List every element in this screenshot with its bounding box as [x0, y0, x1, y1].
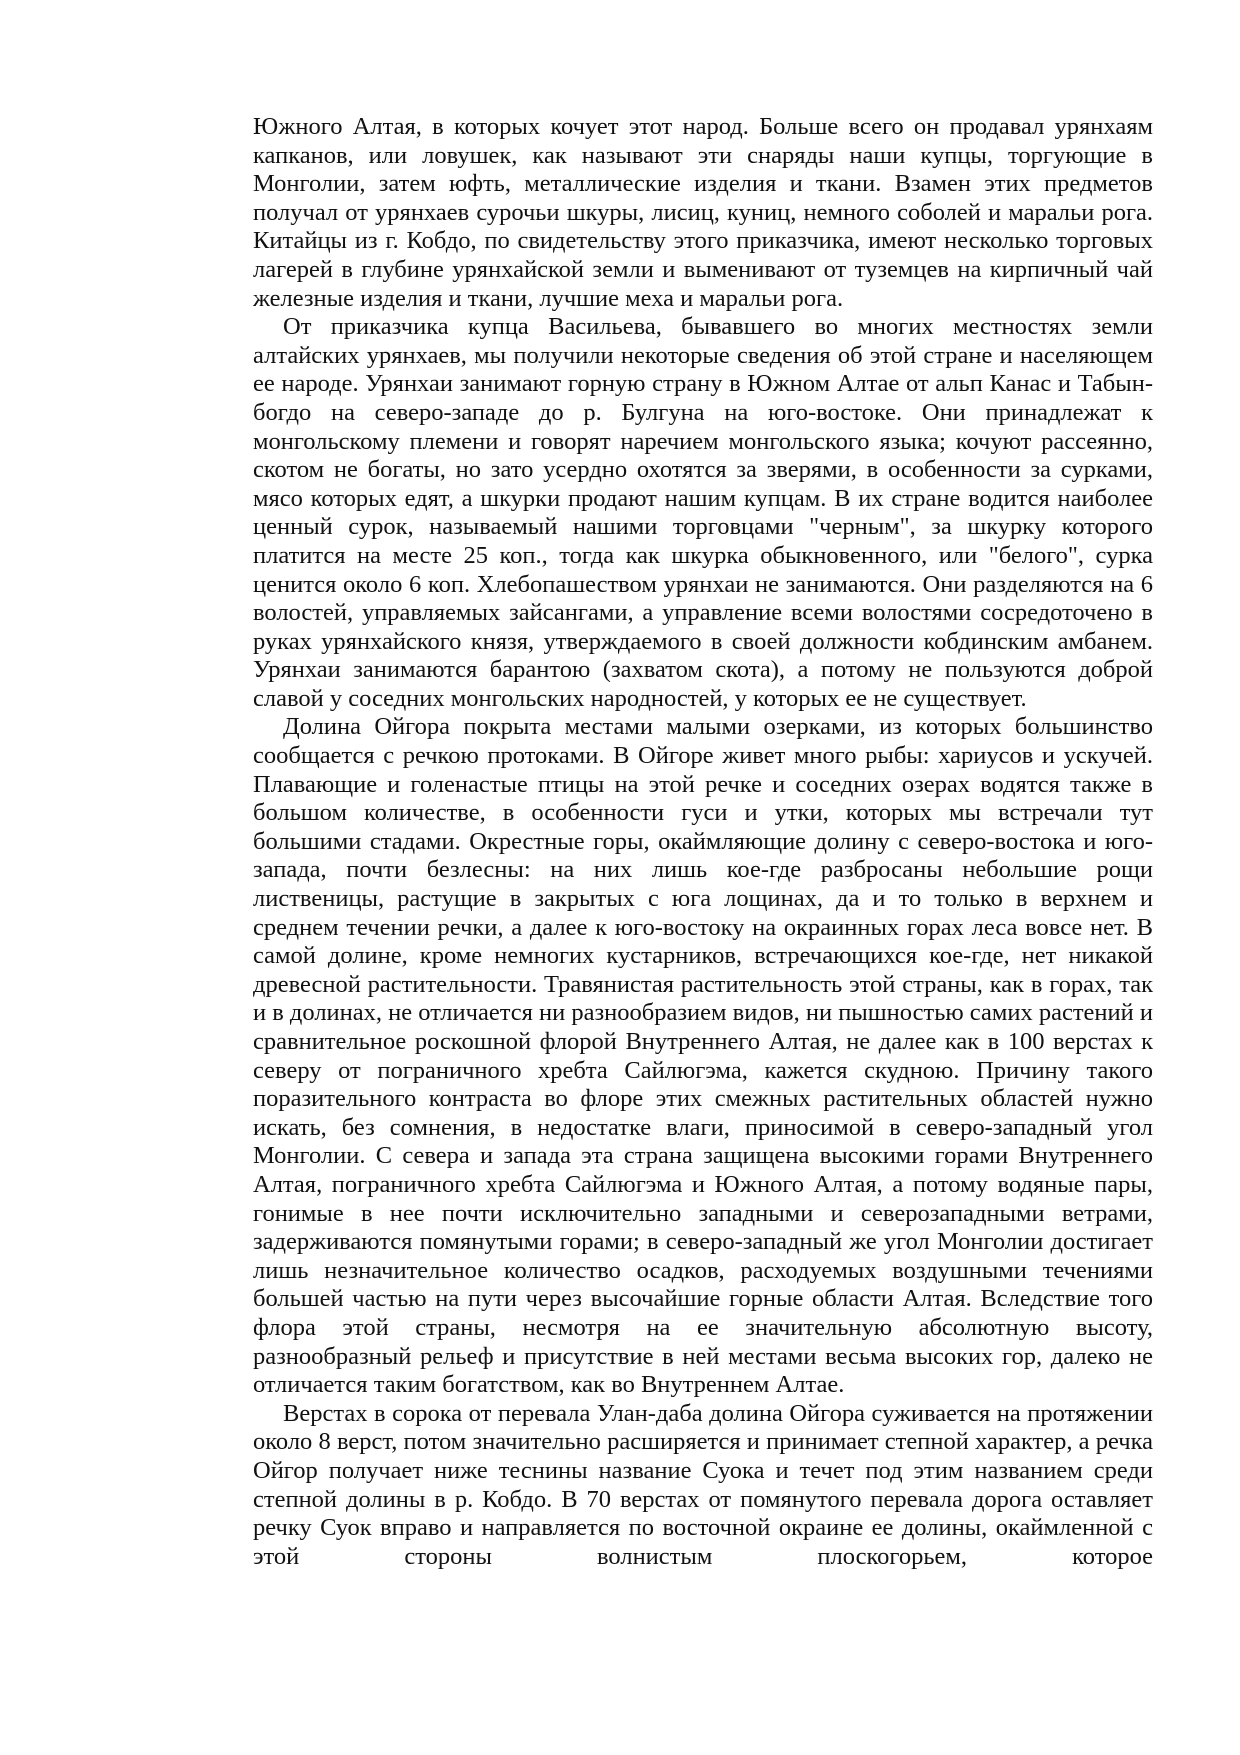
paragraph-uriankhai-info: От приказчика купца Васильева, бывавшего во многих местностях земли алтайских урянхаев, мы получили некоторые сведения об этой стране и населяющем ее народе. Урянхаи занимают горную страну в Южном Алтае от альп Канас и Табын-богдо на северо-западе до р. Булгуна на юго-востоке. Они принадлежат к монгольскому племени и говорят наречием монгольского языка; кочуют рассеянно, скотом не богаты, но зато усердно охотятся за зверями, в особенности за сурками, мясо которых едят, а шкурки продают нашим купцам. В их стране водится наиболее ценный сурок, называемый нашими торговцами "черным", за шкурку которого платится на месте 25 коп., тогда как шкурка обыкновенного, или "белого", сурка ценится около 6 коп. Хлебопашеством урянхаи не занимаются. Они разделяются на 6 волостей, управляемых зайсангами, а управление всеми волостями сосредоточено в руках урянхайского князя, утверждаемого в своей должности кобдинским амбанем. Урянхаи занимаются барантою (захватом скота), а потому не пользуются доброй славой у соседних монгольских народностей, у которых ее не существует. [253, 313, 1153, 712]
document-page [253, 113, 1153, 1571]
paragraph-ulan-daba: Верстах в сорока от перевала Улан-даба долина Ойгора суживается на протяжении около 8 верст, потом значительно расширяется и принимает степной характер, а речка Ойгор получает ниже теснины название Суока и течет под этим названием среди степной долины в р. Кобдо. В 70 верстах от помянутого перевала дорога оставляет речку Суок вправо и направляется по восточной окраине ее долины, окаймленной с этой стороны волнистым плоскогорьем, которое [253, 1399, 1153, 1570]
paragraph-oygor-valley: Долина Ойгора покрыта местами малыми озерками, из которых большинство сообщается с речкою протоками. В Ойгоре живет много рыбы: хариусов и ускучей. Плавающие и голенастые птицы на этой речке и соседних озерах водятся также в большом количестве, в особенности гуси и утки, которых мы встречали тут большими стадами. Окрестные горы, окаймляющие долину с северо-востока и юго-запада, почти безлесны: на них лишь кое-где разбросаны небольшие рощи лиственицы, растущие в закрытых с юга лощинах, да и то только в верхнем и среднем течении речки, а далее к юго-востоку на окраинных горах леса вовсе нет. В самой долине, кроме немногих кустарников, встречающихся кое-где, нет никакой древесной растительности. Травянистая растительность этой страны, как в горах, так и в долинах, не отличается ни разнообразием видов, ни пышностью самих растений и сравнительное роскошной флорой Внутреннего Алтая, не далее как в 100 верстах к северу от пограничного хребта Сайлюгэма, кажется скудною. Причину такого поразительного контраста во флоре этих смежных растительных областей нужно искать, без сомнения, в недостатке влаги, приносимой в северо-западный угол Монголии. С севера и запада эта страна защищена высокими горами Внутреннего Алтая, пограничного хребта Сайлюгэма и Южного Алтая, а потому водяные пары, гонимые в нее почти исключительно западными и северозападными ветрами, задерживаются помянутыми горами; в северо-западный же угол Монголии достигает лишь незначительное количество осадков, расходуемых воздушными течениями большей частью на пути через высочайшие горные области Алтая. Вследствие того флора этой страны, несмотря на ее значительную абсолютную высоту, разнообразный рельеф и присутствие в ней местами весьма высоких гор, далеко не отличается таким богатством, как во Внутреннем Алтае. [253, 713, 1153, 1399]
paragraph-trade-continuation: Южного Алтая, в которых кочует этот народ. Больше всего он продавал урянхаям капканов, или ловушек, как называют эти снаряды наши купцы, торгующие в Монголии, затем юфть, металлические изделия и ткани. Взамен этих предметов получал от урянхаев сурочьи шкуры, лисиц, куниц, немного соболей и маральи рога. Китайцы из г. Кобдо, по свидетельству этого приказчика, имеют несколько торговых лагерей в глубине урянхайской земли и выменивают от туземцев на кирпичный чай железные изделия и ткани, лучшие меха и маральи рога. [253, 113, 1153, 312]
